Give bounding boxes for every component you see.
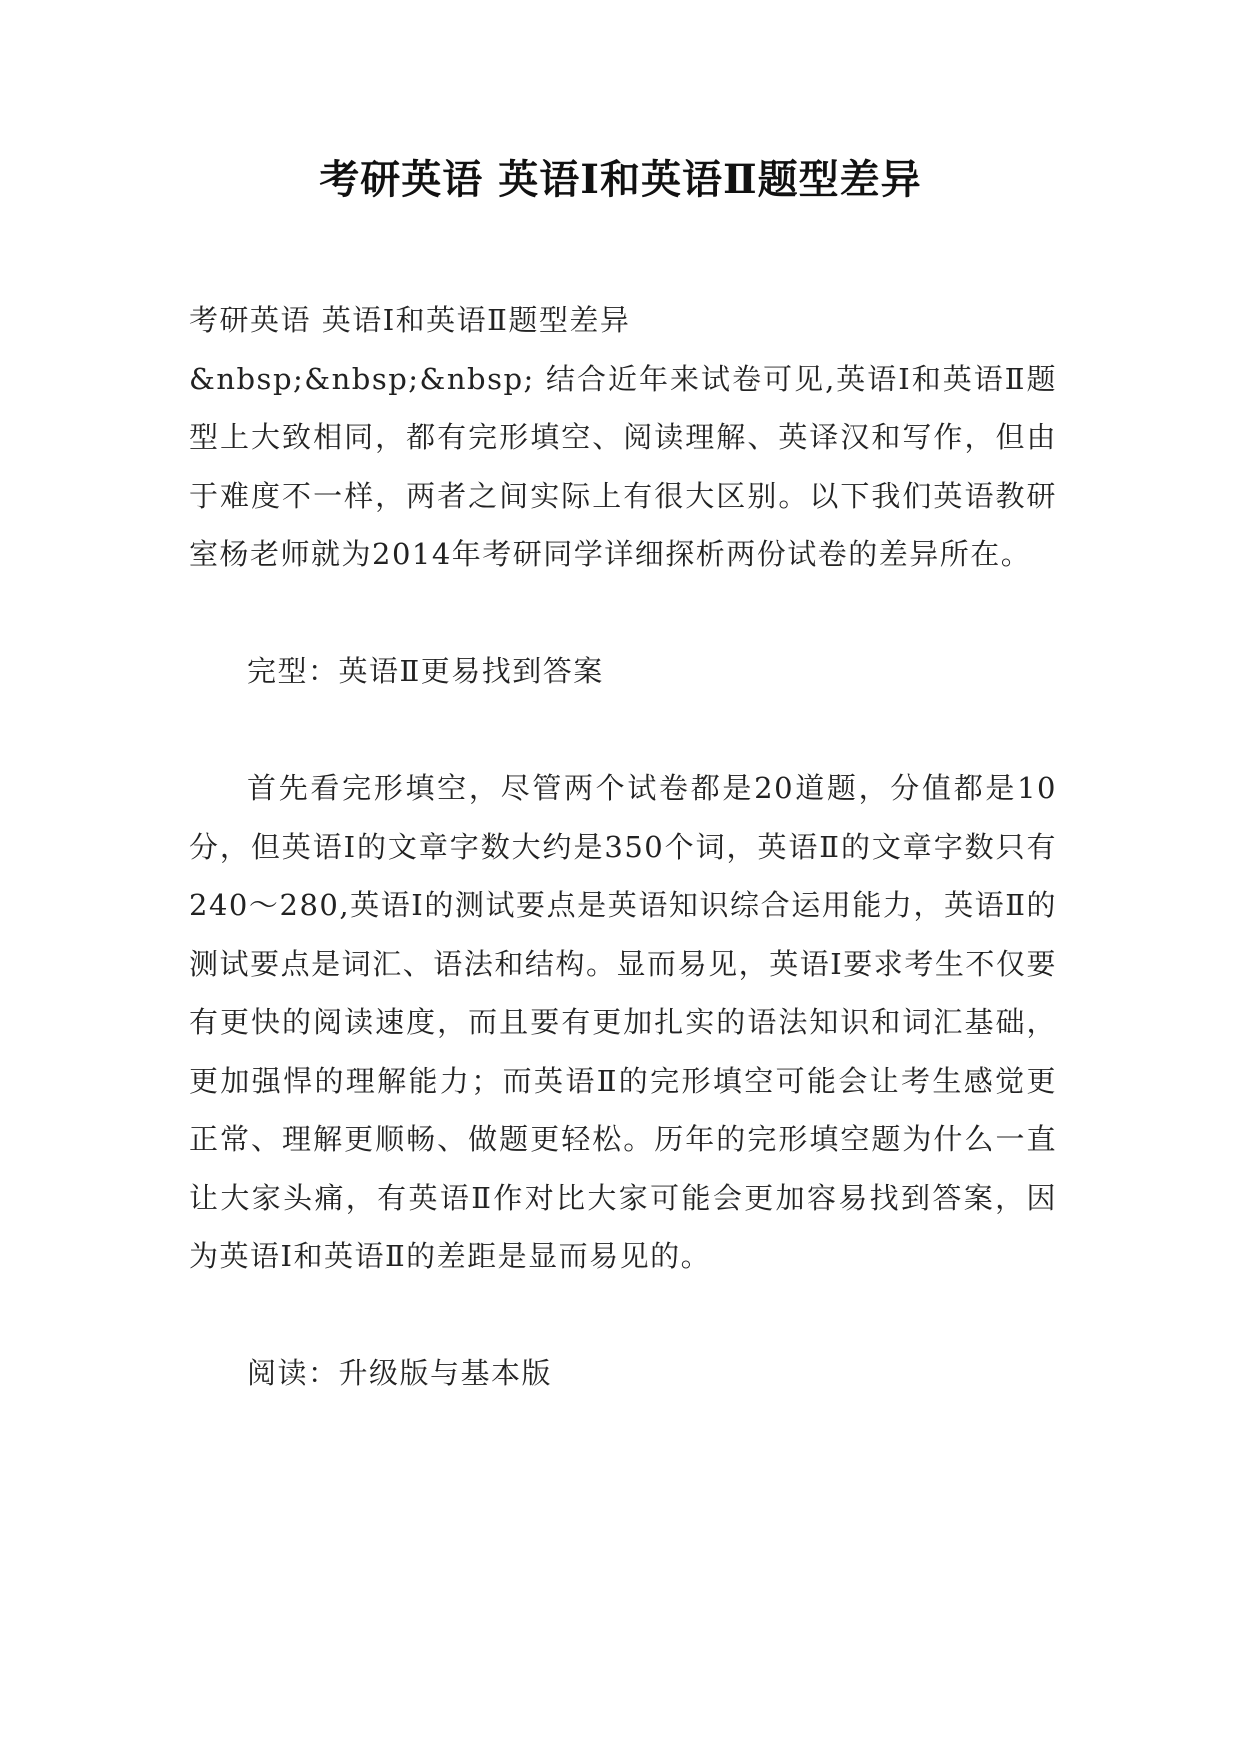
- section-heading-cloze: 完型：英语Ⅱ更易找到答案: [247, 654, 604, 688]
- document-body: [189, 291, 1057, 1403]
- blank-line: [189, 1286, 1057, 1345]
- intro-paragraph: &nbsp;&nbsp;&nbsp; 结合近年来试卷可见,英语Ⅰ和英语Ⅱ题型上大致相同，都有完形填空、阅读理解、英译汉和写作，但由于难度不一样，两者之间实际上有很大区别。以下我们英语教研室杨老师就为2014年考研同学详细探析两份试卷的差异所在。: [189, 361, 1057, 571]
- blank-line: [189, 701, 1057, 760]
- blank-line: [189, 584, 1057, 643]
- document-title: 考研英语 英语Ⅰ和英语Ⅱ题型差异: [319, 156, 922, 203]
- section-heading-reading: 阅读：升级版与基本版: [247, 1356, 553, 1390]
- document-subtitle: 考研英语 英语Ⅰ和英语Ⅱ题型差异: [189, 303, 631, 337]
- cloze-paragraph: 首先看完形填空，尽管两个试卷都是20道题，分值都是10分，但英语Ⅰ的文章字数大约是350个词，英语Ⅱ的文章字数只有240～280,英语Ⅰ的测试要点是英语知识综合运用能力，英语Ⅱ的测试要点是词汇、语法和结构。显而易见，英语Ⅰ要求考生不仅要有更快的阅读速度，而且要有更加扎实的语法知识和词汇基础，更加强悍的理解能力；而英语Ⅱ的完形填空可能会让考生感觉更正常、理解更顺畅、做题更轻松。历年的完形填空题为什么一直让大家头痛，有英语Ⅱ作对比大家可能会更加容易找到答案，因为英语Ⅰ和英语Ⅱ的差距是显而易见的。: [189, 771, 1057, 1273]
